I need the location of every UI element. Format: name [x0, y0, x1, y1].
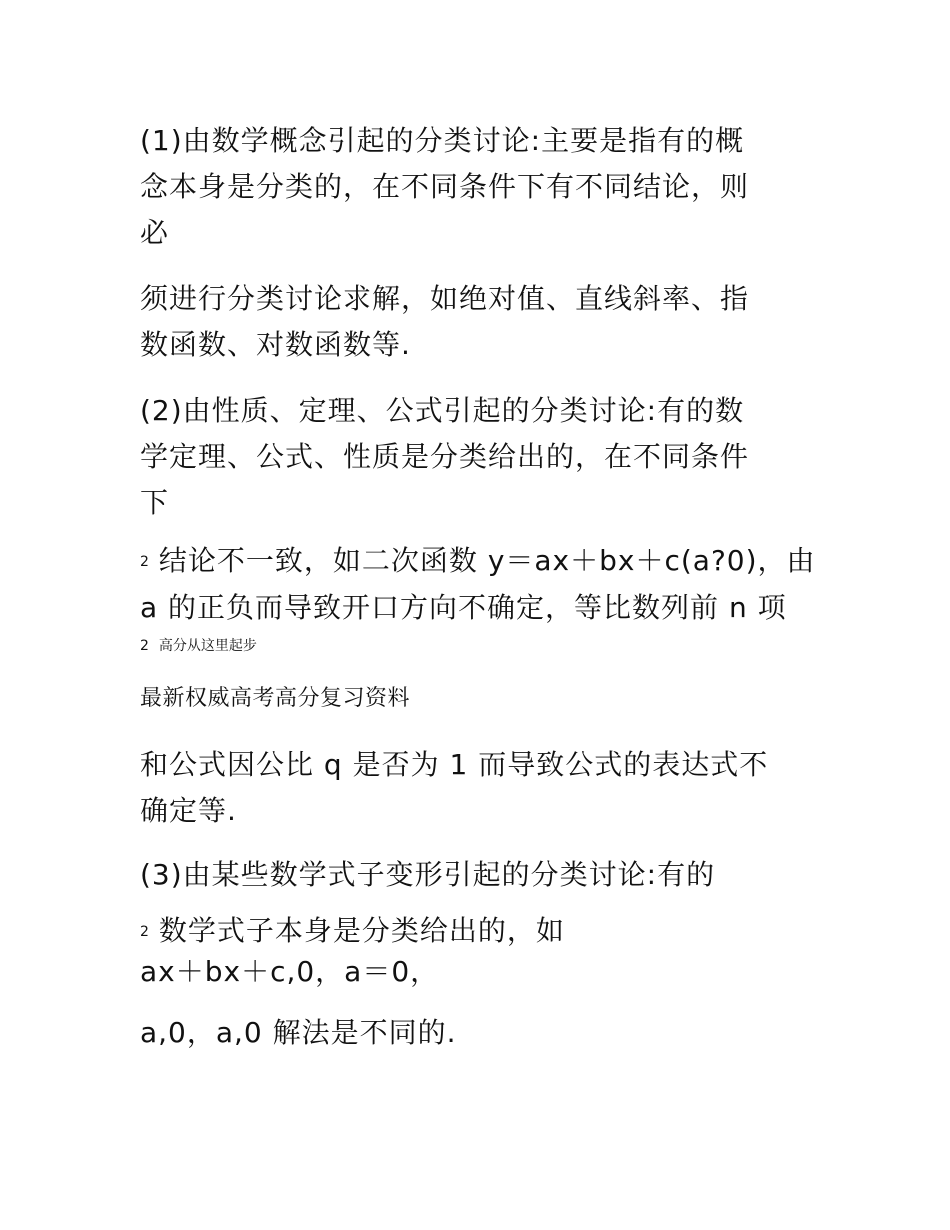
- page-header: 最新权威高考高分复习资料: [140, 686, 411, 711]
- text-line: 和公式因公比 q 是否为 1 而导致公式的表达式不: [140, 748, 769, 781]
- paragraph-geometric-series: [140, 742, 820, 834]
- text-segment: 数学式子本身是分类给出的，如: [158, 914, 565, 947]
- text-line: (2)由性质、定理、公式引起的分类讨论:有的数: [140, 394, 745, 427]
- footer-text: 高分从这里起步: [158, 638, 257, 654]
- paragraph-theorem-classification: [140, 388, 820, 526]
- paragraph-concept-examples: [140, 276, 820, 368]
- text-line: 念本身是分类的，在不同条件下有不同结论，则: [140, 170, 750, 203]
- text-line: 必: [140, 216, 170, 249]
- text-line: a,0，a,0 解法是不同的.: [140, 1016, 457, 1049]
- text-line: ax＋bx＋c,0，a＝0，: [140, 955, 440, 988]
- text-line: 下: [140, 486, 170, 519]
- paragraph-concept-classification: [140, 118, 820, 256]
- page-footer: [140, 636, 257, 656]
- text-segment: 结论不一致，如二次函数 y＝ax＋bx＋c(a?0)，由: [158, 544, 816, 577]
- text-line: 确定等.: [140, 794, 237, 827]
- paragraph-solution-note: [140, 1010, 820, 1056]
- text-line: 学定理、公式、性质是分类给出的，在不同条件: [140, 440, 750, 473]
- text-line: a 的正负而导致开口方向不确定，等比数列前 n 项: [140, 591, 787, 624]
- superscript-number: 2: [140, 554, 149, 570]
- text-line: [140, 908, 820, 955]
- text-line: (1)由数学概念引起的分类讨论:主要是指有的概: [140, 124, 745, 157]
- text-line: 数函数、对数函数等.: [140, 328, 411, 361]
- page-number: 2: [140, 638, 149, 654]
- paragraph-quadratic-example: [140, 538, 820, 631]
- paragraph-expression-example: [140, 908, 820, 989]
- paragraph-expression-classification: [140, 852, 820, 898]
- superscript-number: 2: [140, 924, 149, 940]
- text-line: 须进行分类讨论求解，如绝对值、直线斜率、指: [140, 282, 750, 315]
- text-line: (3)由某些数学式子变形引起的分类讨论:有的: [140, 858, 716, 891]
- text-line: [140, 538, 820, 585]
